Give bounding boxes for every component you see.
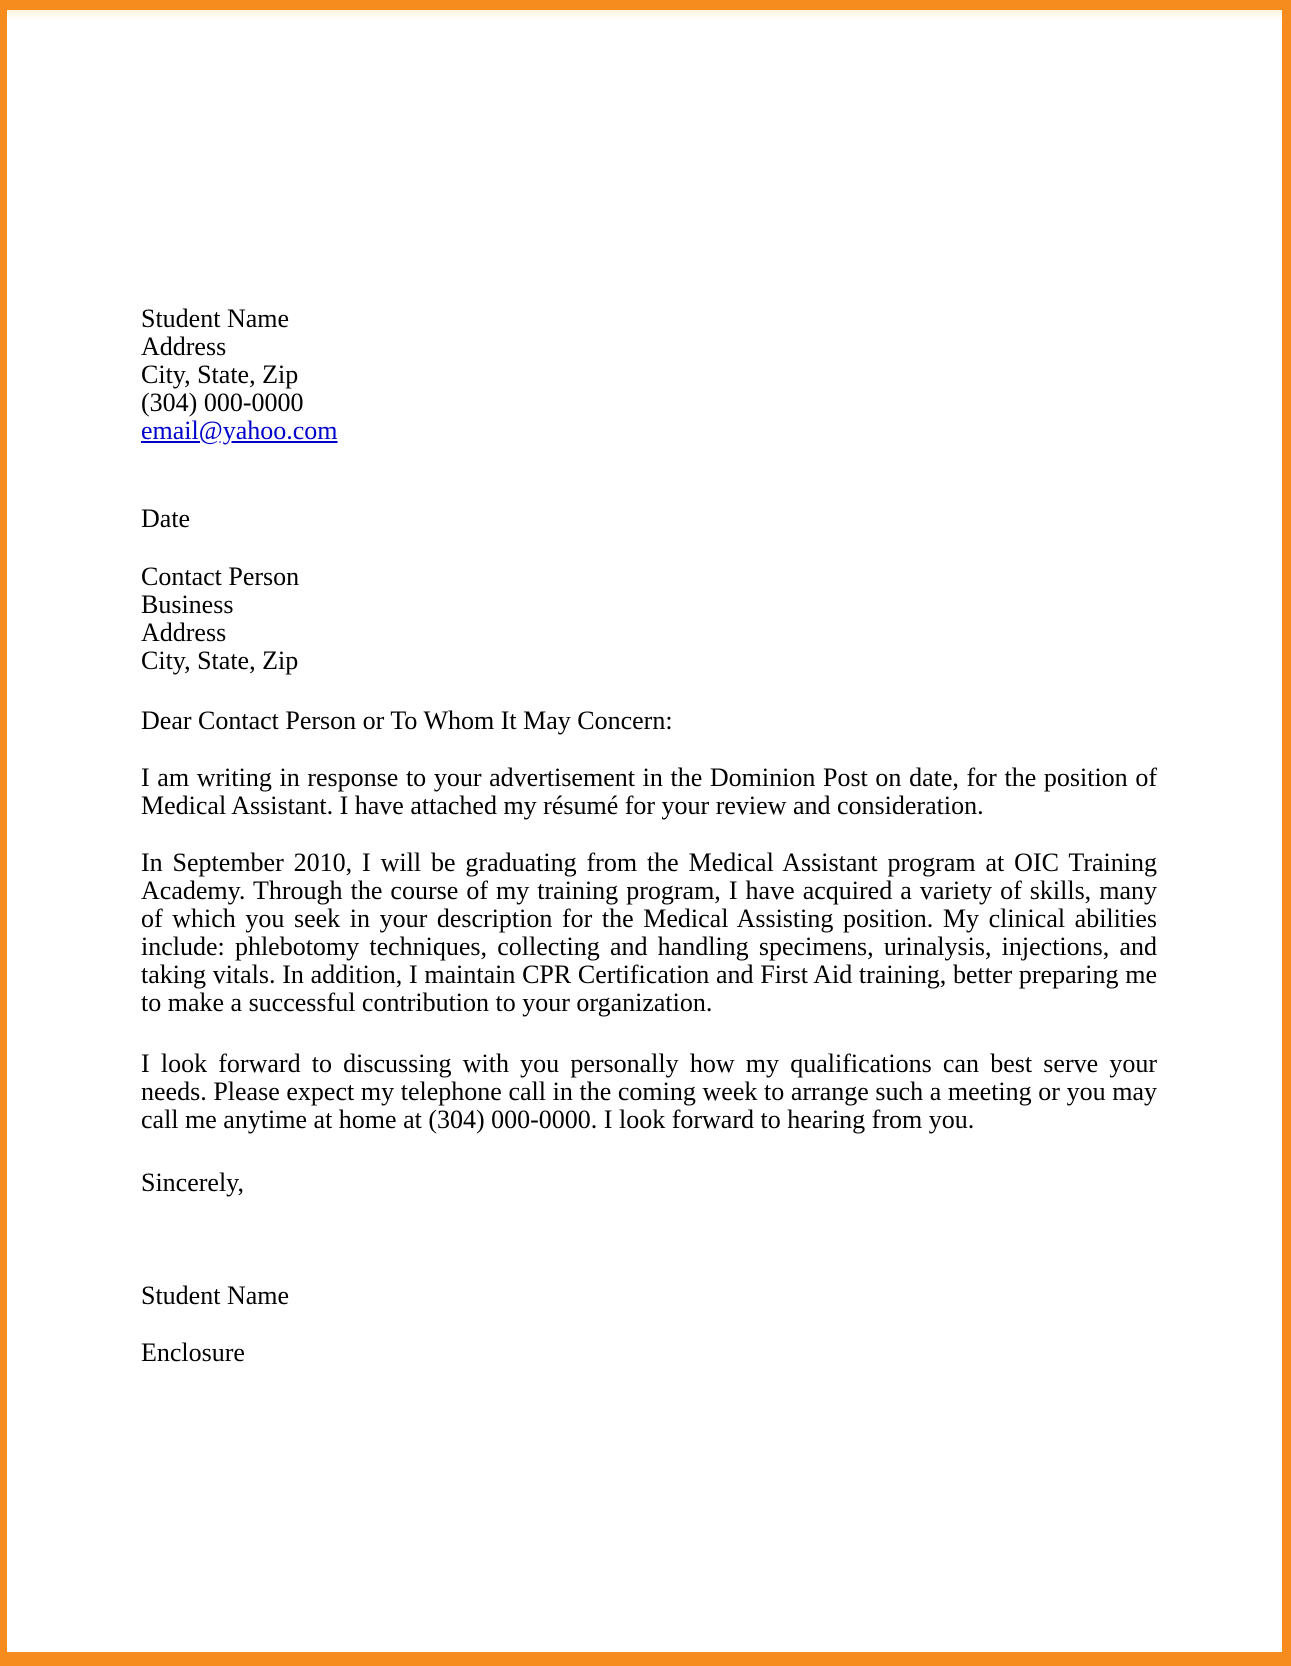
- recipient-address: Address: [141, 618, 227, 647]
- recipient-city-state-zip: City, State, Zip: [141, 646, 299, 675]
- signature-name: Student Name: [141, 1281, 290, 1310]
- sender-city-state-zip: City, State, Zip: [141, 360, 299, 389]
- recipient-business: Business: [141, 590, 234, 619]
- paragraph-intro: I am writing in response to your advertisement in the Dominion Post on date, for the position of Medical Assistant. I have attached my résumé for your review and consideration.: [141, 763, 1157, 820]
- email-link[interactable]: email@yahoo.com: [141, 416, 338, 445]
- closing: Sincerely,: [141, 1168, 244, 1197]
- sender-address: Address: [141, 332, 227, 361]
- salutation: Dear Contact Person or To Whom It May Concern:: [141, 706, 673, 735]
- sender-block: [141, 305, 1157, 445]
- date-line: Date: [141, 504, 191, 533]
- sender-name: Student Name: [141, 304, 290, 333]
- paragraph-qualifications: In September 2010, I will be graduating from the Medical Assistant program at OIC Training Academy. Through the course of my training program, I have acquired a variety of skills, many of which you seek in your description for the Medical Assisting position. My clinical abilities include: phlebotomy techniques, collecting and handling specimens, urinalysis, injections, and taking vitals. In addition, I maintain CPR Certification and First Aid training, better preparing me to make a successful contribution to your organization.: [141, 848, 1157, 1017]
- enclosure-note: Enclosure: [141, 1338, 245, 1367]
- sender-phone: (304) 000-0000: [141, 388, 304, 417]
- recipient-contact: Contact Person: [141, 562, 300, 591]
- letter-body: [141, 305, 1157, 1367]
- sender-email-line: [141, 417, 1157, 445]
- recipient-block: [141, 563, 1157, 675]
- paragraph-followup: I look forward to discussing with you personally how my qualifications can best serve your needs. Please expect my telephone call in the coming week to arrange such a meeting or you may call me anytime at home at (304) 000-0000. I look forward to hearing from you.: [141, 1049, 1157, 1134]
